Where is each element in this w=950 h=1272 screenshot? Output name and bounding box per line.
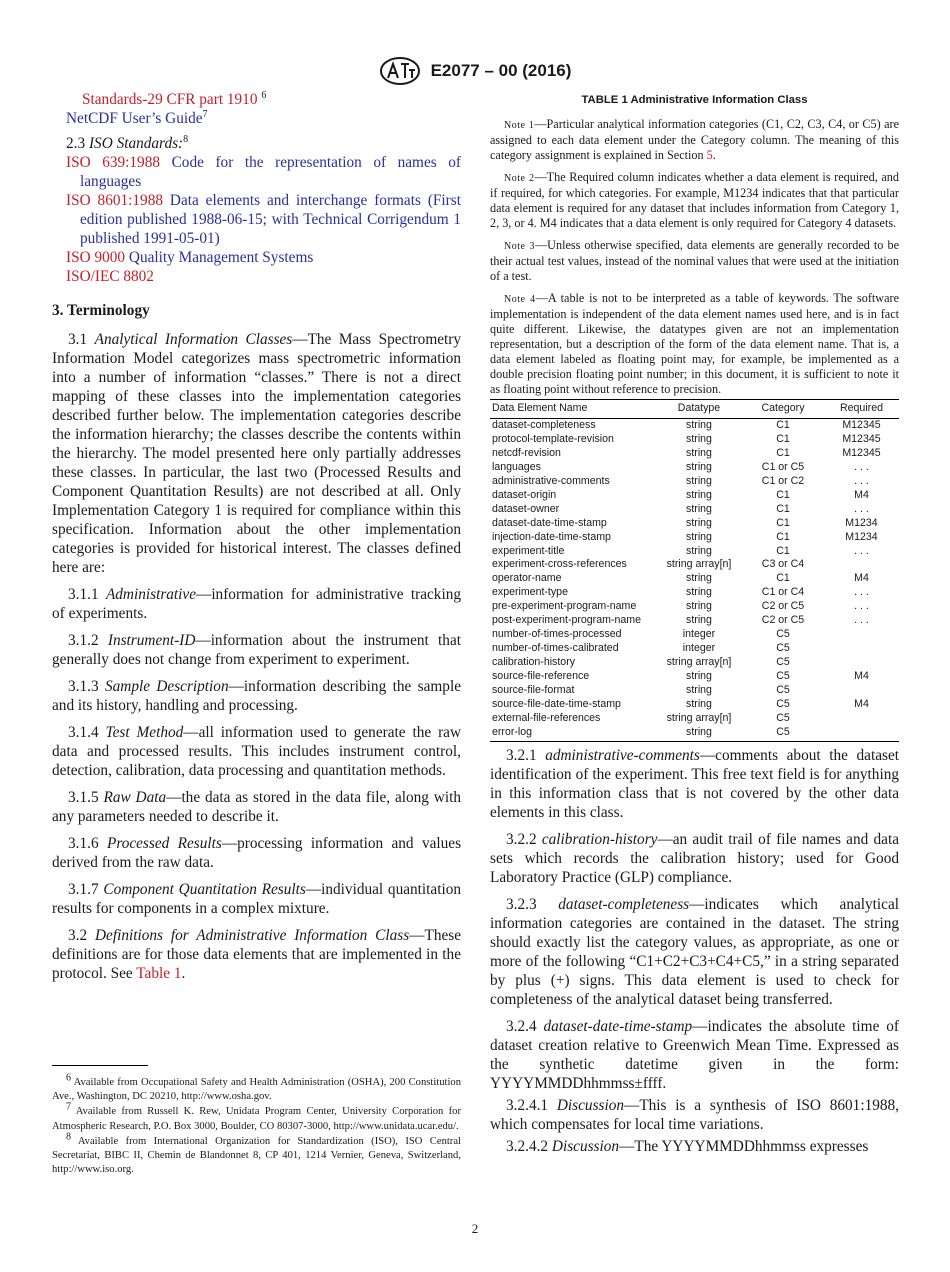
table-cell: . . .	[854, 600, 869, 613]
table-cell: M12345	[842, 418, 881, 431]
table-row	[490, 586, 899, 600]
definitions	[490, 746, 899, 1156]
table-cell: M4	[854, 698, 869, 711]
table-cell: C3 or C4	[761, 558, 805, 571]
definition-3-2-1: 3.2.1 administrative-comments—comments about the dataset identification of the experiment. This free text field is for anything in this information class that is not covered by the other data elements in this class.	[490, 746, 899, 821]
discussion-3-2-4-2: 3.2.4.2 Discussion—The YYYYMMDDhhmmss expresses	[506, 1137, 869, 1155]
table-cell: . . .	[854, 544, 869, 557]
table-row	[490, 545, 899, 559]
table-cell: dataset-origin	[492, 488, 557, 501]
table-cell: source-file-format	[492, 684, 575, 697]
table-cell	[824, 684, 899, 698]
table-cell: calibration-history	[492, 656, 576, 669]
table-cell: C5	[776, 670, 790, 683]
table-note-1: Note 1—Particular analytical information categories (C1, C2, C3, C4, or C5) are assigned to each data element under the Category column. The meaning of this category assignment is explained in Section 5.	[490, 117, 899, 162]
table-cell: integer	[682, 642, 716, 655]
reference-link[interactable]: ISO/IEC 8802	[66, 268, 154, 285]
table-cell: string	[686, 474, 712, 487]
paragraph-3-1-7: 3.1.7 Component Quantitation Results—individual quantitation results for components in a complex mixture.	[52, 881, 461, 917]
table-cell: C1	[776, 502, 790, 515]
table-cell: M4	[854, 488, 869, 501]
column-header: Datatype	[656, 400, 742, 419]
reference-link[interactable]: ISO 639:1988	[66, 154, 161, 171]
table-row	[490, 628, 899, 642]
page-header	[0, 56, 950, 86]
right-column	[490, 94, 899, 1159]
table-cell: string	[686, 460, 712, 473]
table-cell: source-file-reference	[492, 670, 590, 683]
table-1-link[interactable]: Table 1	[136, 965, 182, 982]
table-cell: string	[686, 544, 712, 557]
subsection-title: ISO Standards:	[88, 135, 184, 152]
section-3-body	[52, 330, 461, 983]
table-cell: dataset-completeness	[492, 418, 596, 431]
table-row	[490, 572, 899, 586]
table-cell: C1	[776, 418, 790, 431]
left-column	[52, 90, 461, 991]
table-row	[490, 461, 899, 475]
footnote-6: $^6$ Available from Occupational Safety and Health Administration (OSHA), 200 Constitution Ave., Washington, DC 20210, http://www.osha.gov.	[52, 1072, 461, 1103]
table-cell: string array[n]	[666, 656, 732, 669]
table-cell: C5	[776, 656, 790, 669]
table-cell: C1 or C5	[761, 460, 805, 473]
table-cell: string	[686, 488, 712, 501]
reference-iso-8601	[66, 191, 461, 248]
table-row	[490, 670, 899, 684]
column-header: Category	[742, 400, 824, 419]
reference-title[interactable]: Quality Management Systems	[128, 249, 314, 266]
paragraph-3-1-1: 3.1.1 Administrative—information for administrative tracking of experiments.	[52, 586, 462, 622]
table-row	[490, 517, 899, 531]
table-cell: . . .	[854, 474, 869, 487]
table-cell: C1	[776, 446, 790, 459]
table-cell: C1	[776, 432, 790, 445]
table-cell: experiment-title	[492, 544, 565, 557]
table-row	[490, 712, 899, 726]
reference-link[interactable]: ISO 8601:1988	[66, 192, 163, 209]
reference-iso-8802	[66, 267, 461, 286]
paragraph-3-1-3: 3.1.3 Sample Description—information describing the sample and its history, handling and processing.	[52, 678, 461, 714]
table-cell: C5	[776, 711, 790, 724]
table-row	[490, 475, 899, 489]
table-row	[490, 726, 899, 741]
table-cell: languages	[492, 460, 541, 473]
reference-link[interactable]: NetCDF User’s Guide	[66, 110, 203, 127]
paragraph-3-1-2: 3.1.2 Instrument-ID—information about the instrument that generally does not change from experiment to experiment.	[52, 632, 461, 668]
table-cell: C1	[776, 488, 790, 501]
table-row	[490, 558, 899, 572]
table-cell: source-file-date-time-stamp	[492, 698, 621, 711]
section-heading: 3. Terminology	[52, 302, 150, 319]
footnotes	[52, 1072, 461, 1178]
table-cell: integer	[682, 628, 716, 641]
table-cell: M4	[854, 670, 869, 683]
table-caption: TABLE 1 Administrative Information Class	[581, 94, 808, 106]
table-cell: string	[686, 572, 712, 585]
reference-link[interactable]: Standards-29 CFR part 1910	[82, 91, 258, 108]
table-note-4: Note 4—A table is not to be interpreted as a table of keywords. The software implementation is independent of the data element names used here, and is in fact quite different. Likewise, the datatypes given are not an implementation representation, but a description of the form of the data element name. That is, a data element labeled as floating point may, for example, be implemented as a double precision floating point number; in this document, it is sufficient to note it as floating point without reference to precision.	[490, 291, 899, 396]
table-cell: M4	[854, 572, 869, 585]
table-cell: string	[686, 516, 712, 529]
reference-title[interactable]: Code for the representation of names of languages	[80, 154, 462, 190]
table-cell: M12345	[842, 432, 881, 445]
table-cell: string	[686, 502, 712, 515]
table-cell	[824, 642, 899, 656]
table-cell: C2 or C5	[761, 614, 805, 627]
table-cell: dataset-date-time-stamp	[492, 516, 607, 529]
table-row	[490, 600, 899, 614]
table-cell: external-file-references	[492, 711, 601, 724]
table-cell	[824, 712, 899, 726]
paragraph-3-1: 3.1 Analytical Information Classes—The Mass Spectrometry Information Model categorizes mass spectrometric information into a number of information “classes.” There is not a direct mapping of these classes into the implementation categories described further below. The implementation categories describe the information hierarchy; the classes describe the contents within the hierarchy. The model presented here only partially addresses these classes. In particular, the last two (Processed Results and Component Quantitation Results) are not described at all. Only Implementation Category 1 is required for compliance within this specification. Information about the other implementation categories is provided for historical interest. The classes defined here are:	[52, 331, 461, 576]
definition-3-2-4: 3.2.4 dataset-date-time-stamp—indicates the absolute time of dataset creation relative to Greenwich Mean Time. Expressed as the synthetic datetime given in the form: YYYYMMDDhhmmss±ffff.	[490, 1017, 899, 1092]
definition-3-2-3: 3.2.3 dataset-completeness—indicates which analytical information categories are contained in the dataset. The string should exactly list the category values, as appropriate, as one or more of the following “C1+C2+C3+C4+C5,” in a string separated by plus (+) signs. This data element is used to check for completeness of the analytical dataset being transferred.	[490, 895, 899, 1008]
table-cell: experiment-type	[492, 586, 568, 599]
table-cell: . . .	[854, 614, 869, 627]
table-cell: dataset-owner	[492, 502, 560, 515]
paragraph-3-1-4: 3.1.4 Test Method—all information used to generate the raw data and processed results. This includes instrument control, detection, calibration, data processing and quantitation methods.	[52, 724, 461, 779]
table-row	[490, 503, 899, 517]
table-cell: C2 or C5	[761, 600, 805, 613]
table-cell: C1	[776, 530, 790, 543]
table-cell: . . .	[854, 502, 869, 515]
table-cell: string	[686, 698, 712, 711]
table-cell: post-experiment-program-name	[492, 614, 641, 627]
administrative-information-table	[490, 399, 899, 742]
table-cell	[824, 656, 899, 670]
table-row	[490, 433, 899, 447]
document-designation: E2077 – 00 (2016)	[430, 61, 572, 80]
table-cell: string	[686, 614, 712, 627]
table-cell: string	[686, 446, 712, 459]
table-cell: number-of-times-processed	[492, 628, 622, 641]
table-cell	[824, 558, 899, 572]
table-cell: netcdf-revision	[492, 446, 561, 459]
astm-logo-icon	[379, 56, 421, 86]
table-note-3: Note 3—Unless otherwise specified, data elements are generally recorded to be their actual test values, instead of the nominal values that were used at the initiation of a test.	[490, 238, 899, 283]
table-cell	[824, 628, 899, 642]
table-cell: string array[n]	[666, 711, 732, 724]
table-cell: C1	[776, 572, 790, 585]
page-number: 2	[471, 1221, 479, 1236]
table-row	[490, 684, 899, 698]
table-cell: administrative-comments	[492, 474, 610, 487]
table-cell: string	[686, 684, 712, 697]
table-row	[490, 614, 899, 628]
table-cell: protocol-template-revision	[492, 432, 614, 445]
reference-iso-639	[66, 153, 461, 191]
table-cell: string	[656, 726, 742, 741]
footnote-marker: 7	[202, 108, 208, 120]
table-header-row	[490, 400, 899, 419]
column-header: Required	[824, 400, 899, 419]
paragraph-3-2: 3.2 Definitions for Administrative Information Class—These definitions are for those data elements that are implemented in the protocol. See Table 1.	[52, 927, 461, 982]
reference-title[interactable]: Data elements and interchange formats (First edition published 1988-06-15; with Technical Corrigendum 1 published 1991-05-01)	[80, 192, 461, 247]
table-cell: string	[686, 530, 712, 543]
table-body	[490, 418, 899, 741]
table-row	[490, 531, 899, 545]
table-cell: error-log	[490, 726, 656, 741]
table-row	[490, 447, 899, 461]
footnote-7: $^7$ Available from Russell K. Rew, Unidata Program Center, University Corporation for Atmospheric Research, P.O. Box 3000, Boulder, CO 80307-3000, http://www.unidata.ucar.edu/.	[52, 1101, 461, 1132]
table-cell: C1	[776, 544, 790, 557]
table-cell: M1234	[845, 530, 878, 543]
table-cell: string	[686, 670, 712, 683]
table-cell: string	[686, 432, 712, 445]
table-cell: number-of-times-calibrated	[492, 642, 619, 655]
subsection-iso-standards: 2.3 ISO Standards:$^8$	[66, 133, 189, 152]
footnote-8: $^8$ Available from International Organization for Standardization (ISO), ISO Central Secretariat, BIBC II, Chemin de Blandonnet 8, CP 401, 1214 Vernier, Geneva, Switzerland, http://www.iso.org.	[52, 1131, 461, 1176]
discussion-3-2-4-1: 3.2.4.1 Discussion—This is a synthesis of ISO 8601:1988, which compensates for local time variations.	[490, 1096, 899, 1133]
definition-3-2-2: 3.2.2 calibration-history—an audit trail of file names and data sets which records the calibration history; used for Good Laboratory Practice (GLP) compliance.	[490, 830, 899, 886]
table-cell: pre-experiment-program-name	[492, 600, 637, 613]
table-cell: operator-name	[492, 572, 562, 585]
table-cell: string array[n]	[666, 558, 732, 571]
paragraph-3-1-5: 3.1.5 Raw Data—the data as stored in the data file, along with any parameters needed to describe it.	[52, 789, 461, 825]
table-cell: C1 or C4	[761, 586, 805, 599]
column-header: Data Element Name	[490, 400, 656, 419]
table-cell: C5	[742, 726, 824, 741]
table-cell: C5	[776, 642, 790, 655]
table-cell: C1 or C2	[761, 474, 805, 487]
table-cell: C5	[776, 628, 790, 641]
table-cell: C5	[776, 684, 790, 697]
table-cell: C5	[776, 698, 790, 711]
table-row	[490, 418, 899, 432]
table-note-2: Note 2—The Required column indicates whether a data element is required, and if required, for which categories. For example, M1234 indicates that that particular data element is required for any dataset that includes information from Category 1, 2, 3, or 4. M4 indicates that a data element is only required for Category 4 datasets.	[490, 170, 899, 230]
table-cell: M12345	[842, 446, 881, 459]
table-row	[490, 698, 899, 712]
table-cell: string	[686, 418, 712, 431]
table-cell: string	[686, 586, 712, 599]
footnote-marker: 6	[261, 89, 267, 101]
reference-netcdf	[52, 109, 461, 128]
table-cell	[824, 726, 899, 741]
table-row	[490, 489, 899, 503]
reference-iso-9000	[66, 248, 461, 267]
reference-osha	[52, 90, 461, 109]
table-row	[490, 642, 899, 656]
table-cell: experiment-cross-references	[492, 558, 627, 571]
section-5-link[interactable]: 5	[706, 148, 713, 162]
paragraph-3-1-6: 3.1.6 Processed Results—processing information and values derived from the raw data.	[52, 835, 462, 871]
table-cell: . . .	[854, 586, 869, 599]
reference-list	[52, 90, 461, 286]
table-cell: string	[686, 600, 712, 613]
table-row	[490, 656, 899, 670]
reference-link[interactable]: ISO 9000	[66, 249, 126, 266]
table-cell: injection-date-time-stamp	[492, 530, 611, 543]
footnote-divider	[52, 1065, 148, 1066]
table-cell: C1	[776, 516, 790, 529]
table-cell: . . .	[854, 460, 869, 473]
table-cell: M1234	[845, 516, 878, 529]
